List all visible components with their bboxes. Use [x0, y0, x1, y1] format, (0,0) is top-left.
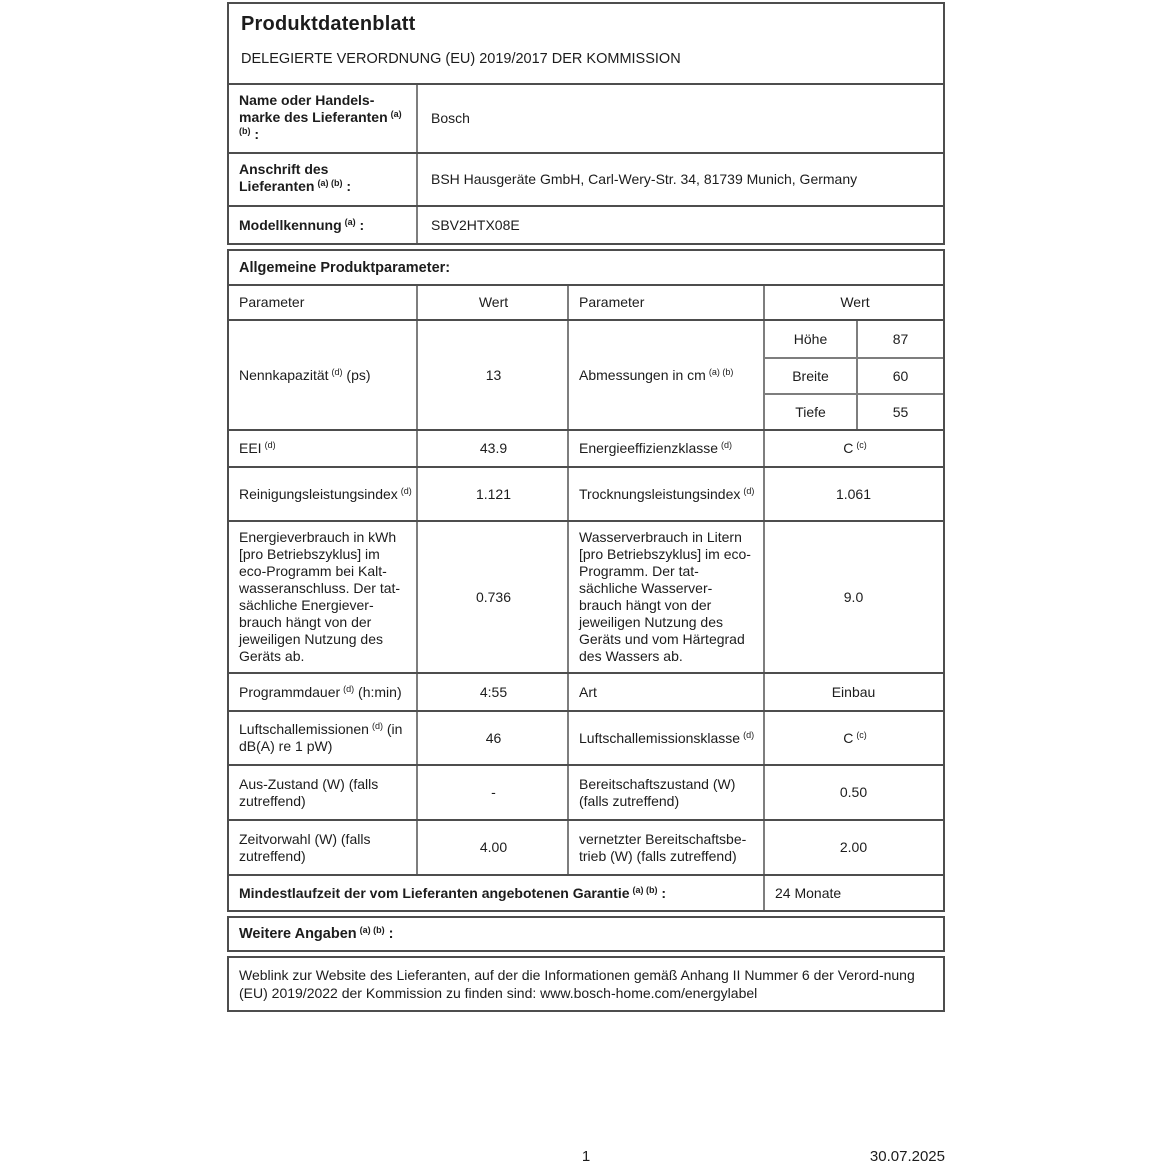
column-header-parameter-left: Parameter: [239, 294, 305, 310]
dimension-row-height: [765, 321, 943, 357]
parameter-label: Wasserverbrauch in Litern [pro Betriebszyklus] im eco-Programm. Der tat-sächliche Wasserver-brauch hängt von der jeweiligen Nutzung des Geräts und vom Härtegrad des Wassers ab.: [567, 522, 763, 672]
parameter-label: vernetzter Bereitschaftsbe-trieb (W) (falls zutreffend): [567, 821, 763, 874]
parameter-label-capacity: Nennkapazität $^{(d)}$ (ps): [239, 366, 371, 383]
supplier-address-label: Anschrift des Lieferanten $^{(a) (b)}$ :: [239, 161, 352, 194]
parameter-value: 0.50: [763, 766, 943, 819]
parameter-value-capacity: 13: [416, 321, 567, 429]
parameter-label: Aus-Zustand (W) (falls zutreffend): [239, 775, 379, 809]
dimension-row-depth: [765, 393, 943, 429]
dimension-label: Höhe: [793, 330, 828, 347]
parameter-label-dimensions: Abmessungen in cm $^{(a) (b)}$: [567, 321, 763, 429]
model-id-label: Modellkennung $^{(a)}$ :: [239, 216, 365, 233]
parameter-label: Luftschallemissionen $^{(d)}$ (in dB(A) re 1 pW): [239, 721, 403, 754]
table-header-row: [229, 284, 943, 319]
dimension-label: Breite: [792, 367, 829, 384]
dimension-value: 87: [856, 321, 943, 357]
parameter-value: 9.0: [763, 522, 943, 672]
column-header-wert-right: Wert: [763, 286, 943, 319]
parameter-label: EEI $^{(d)}$: [239, 440, 276, 456]
parameter-value: 43.9: [416, 431, 567, 466]
dimension-row-width: [765, 357, 943, 393]
supplier-name-row: [229, 83, 943, 152]
parameter-value: -: [416, 766, 567, 819]
page-title: Produktdatenblatt: [241, 13, 416, 35]
table-row-energy-water-consumption: [229, 520, 943, 672]
supplier-name-label: Name oder Handels-marke des Lieferanten $^{(a) (b)}$ :: [239, 92, 402, 142]
parameter-value: 2.00: [763, 821, 943, 874]
parameter-value: C $^{(c)}$: [763, 712, 943, 764]
parameter-label: Bereitschaftszustand (W) (falls zutreffend): [567, 766, 763, 819]
general-parameters-section: [227, 249, 945, 912]
parameter-value: 0.736: [416, 522, 567, 672]
table-row-program-duration: [229, 672, 943, 710]
parameter-label: Zeitvorwahl (W) (falls zutreffend): [239, 830, 371, 864]
column-header-parameter-right: Parameter: [567, 286, 763, 319]
table-row-off-mode: [229, 764, 943, 819]
datasheet-document: [227, 2, 945, 1012]
table-row-delay-start: [229, 819, 943, 874]
further-information-label: Weitere Angaben $^{(a) (b)}$ :: [239, 925, 394, 942]
weblink-text: Weblink zur Website des Lieferanten, auf der die Informationen gemäß Anhang II Nummer 6 der Verord-nung (EU) 2019/2022 der Kommission zu finden sind: www.bosch-home.com/energylabel: [239, 967, 915, 1001]
dimension-label: Tiefe: [795, 403, 826, 420]
parameter-value: 46: [416, 712, 567, 764]
parameter-label: Luftschallemissionsklasse $^{(d)}$: [567, 712, 763, 764]
supplier-address-row: [229, 152, 943, 205]
parameter-label: Energieverbrauch in kWh [pro Betriebszyklus] im eco-Programm bei Kalt-wasseranschluss. Der tat-sächliche Energiever-brauch hängt von der jeweiligen Nutzung des Geräts ab.: [239, 529, 401, 664]
document-date: 30.07.2025: [869, 1148, 945, 1165]
parameter-value: 4.00: [416, 821, 567, 874]
page-number: 1: [581, 1148, 591, 1165]
further-information-section: [227, 916, 945, 952]
parameter-label: Art: [567, 674, 763, 710]
parameter-value: 1.061: [763, 468, 943, 520]
warranty-row: [229, 874, 943, 910]
column-header-wert-left: Wert: [416, 286, 567, 319]
supplier-address-value: BSH Hausgeräte GmbH, Carl-Wery-Str. 34, 81739 Munich, Germany: [416, 154, 943, 205]
model-id-row: [229, 205, 943, 243]
model-id-value: SBV2HTX08E: [416, 207, 943, 243]
dimension-value: 55: [856, 395, 943, 429]
capacity-dimensions-row: [229, 319, 943, 429]
table-row-noise-emissions: [229, 710, 943, 764]
parameter-value: Einbau: [763, 674, 943, 710]
weblink-section: [227, 956, 945, 1012]
dimension-value: 60: [856, 359, 943, 393]
title-block: [229, 4, 943, 83]
parameter-value: C $^{(c)}$: [763, 431, 943, 466]
supplier-name-value: Bosch: [416, 85, 943, 152]
supplier-section: [227, 2, 945, 245]
warranty-label: Mindestlaufzeit der vom Lieferanten angebotenen Garantie $^{(a) (b)}$ :: [239, 884, 667, 901]
regulation-subtitle: DELEGIERTE VERORDNUNG (EU) 2019/2017 DER KOMMISSION: [241, 51, 681, 67]
dimensions-table: [763, 321, 943, 429]
table-row-eei: [229, 429, 943, 466]
warranty-value: 24 Monate: [763, 876, 943, 910]
parameter-value: 4:55: [416, 674, 567, 710]
parameter-value: 1.121: [416, 468, 567, 520]
parameter-label: Trocknungsleistungsindex $^{(d)}$: [567, 468, 763, 520]
parameter-label: Energieeffizienzklasse $^{(d)}$: [567, 431, 763, 466]
table-row-cleaning-index: [229, 466, 943, 520]
parameter-label: Programmdauer $^{(d)}$ (h:min): [239, 683, 402, 700]
parameter-label: Reinigungsleistungsindex $^{(d)}$: [239, 485, 412, 502]
section-title-general-parameters: Allgemeine Produktparameter:: [239, 259, 451, 276]
